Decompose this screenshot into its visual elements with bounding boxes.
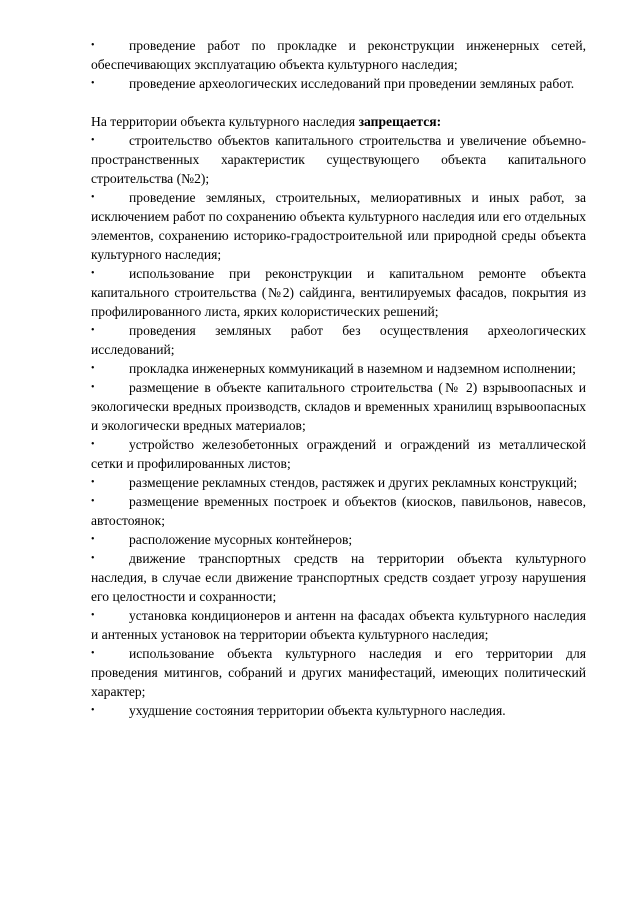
bullet-icon: • (91, 553, 95, 564)
list-item (91, 36, 586, 74)
list-item (91, 492, 586, 530)
list-item-text: размещение в объекте капитального строительства (№ 2) взрывоопасных и экологически вредных производств, складов и временных хранилищ взрывоопасных и экологически вредных материалов; (91, 380, 586, 433)
list-item-text: прокладка инженерных коммуникаций в наземном и надземном исполнении; (129, 361, 576, 376)
intro-list (91, 36, 586, 93)
bullet-icon: • (91, 192, 95, 203)
bullet-icon: • (91, 40, 95, 51)
document-body (91, 36, 586, 720)
list-item-text: проведение земляных, строительных, мелиоративных и иных работ, за исключением работ по сохранению объекта культурного наследия или его отдельных элементов, сохранению историко-градостроительной или природной среды объекта культурного наследия; (91, 190, 586, 262)
section-heading (91, 112, 586, 131)
list-item-text: установка кондиционеров и антенн на фасадах объекта культурного наследия и антенных установок на территории объекта культурного наследия; (91, 608, 586, 642)
bullet-icon: • (91, 135, 95, 146)
list-item (91, 473, 586, 492)
list-item (91, 530, 586, 549)
list-item (91, 549, 586, 606)
bullet-icon: • (91, 477, 95, 488)
list-item (91, 74, 586, 93)
list-item (91, 644, 586, 701)
bullet-icon: • (91, 648, 95, 659)
list-item-text: проведения земляных работ без осуществления археологических исследований; (91, 323, 586, 357)
list-item-text: использование при реконструкции и капитальном ремонте объекта капитального строительства (№2) сайдинга, вентилируемых фасадов, покрытия из профилированного листа, ярких колористических решений; (91, 266, 586, 319)
bullet-icon: • (91, 439, 95, 450)
list-item (91, 131, 586, 188)
bullet-icon: • (91, 534, 95, 545)
list-item (91, 435, 586, 473)
list-item-text: ухудшение состояния территории объекта культурного наследия. (129, 703, 506, 718)
bullet-icon: • (91, 78, 95, 89)
bullet-icon: • (91, 268, 95, 279)
bullet-icon: • (91, 363, 95, 374)
list-item (91, 701, 586, 720)
list-item-text: движение транспортных средств на территории объекта культурного наследия, в случае если движение транспортных средств создает угрозу нарушения его целостности и сохранности; (91, 551, 586, 604)
list-item-text: использование объекта культурного наследия и его территории для проведения митингов, собраний и других манифестаций, имеющих политический характер; (91, 646, 586, 699)
bullet-icon: • (91, 705, 95, 716)
list-item (91, 378, 586, 435)
prohibited-list (91, 131, 586, 720)
bullet-icon: • (91, 382, 95, 393)
list-item (91, 606, 586, 644)
list-item (91, 188, 586, 264)
list-item-text: расположение мусорных контейнеров; (129, 532, 353, 547)
bullet-icon: • (91, 496, 95, 507)
list-item (91, 359, 586, 378)
list-item (91, 321, 586, 359)
bullet-icon: • (91, 325, 95, 336)
heading-bold-text: запрещается: (358, 114, 442, 129)
heading-text: На территории объекта культурного наследия (91, 114, 359, 129)
list-item-text: размещение рекламных стендов, растяжек и других рекламных конструкций; (129, 475, 578, 490)
list-item (91, 264, 586, 321)
list-item-text: устройство железобетонных ограждений и ограждений из металлической сетки и профилированных листов; (91, 437, 586, 471)
list-item-text: размещение временных построек и объектов (киосков, павильонов, навесов, автостоянок; (91, 494, 586, 528)
list-item-text: строительство объектов капитального строительства и увеличение объемно-пространственных характеристик существующего объекта капитального строительства (№2); (91, 133, 586, 186)
list-item-text: проведение археологических исследований при проведении земляных работ. (129, 76, 575, 91)
list-item-text: проведение работ по прокладке и реконструкции инженерных сетей, обеспечивающих эксплуатацию объекта культурного наследия; (91, 38, 586, 72)
bullet-icon: • (91, 610, 95, 621)
